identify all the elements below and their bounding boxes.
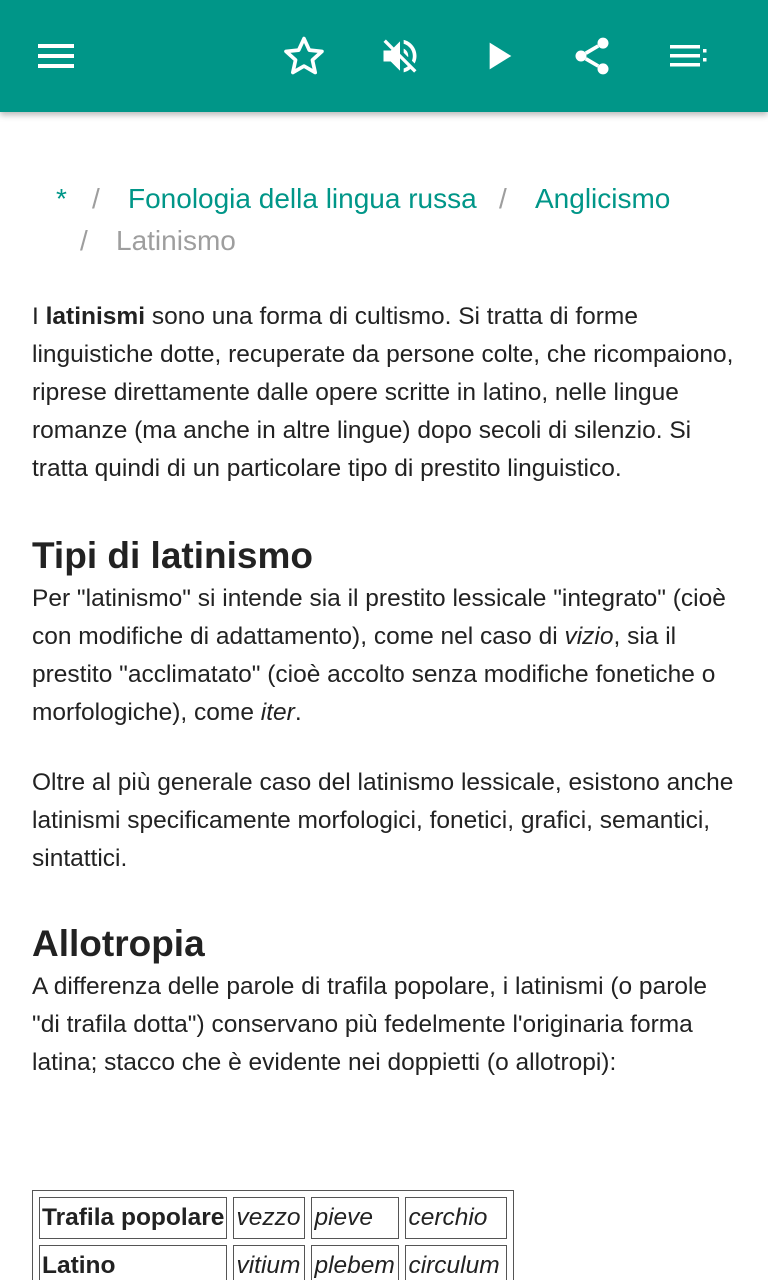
section-heading-allotropia: Allotropia [32,923,205,964]
playlist-icon [668,36,708,76]
allotropes-table [32,1190,514,1280]
section1-italic-iter: iter [260,699,295,726]
breadcrumb-separator: / [92,183,100,214]
content-area [0,112,768,1280]
mute-button[interactable] [360,16,440,96]
section1-text-a: Per "latinismo" si intende sia il prestito lessicale "integrato" (cioè con modifiche di adattamento), come nel caso di [32,585,726,650]
section1-paragraph-2: Oltre al più generale caso del latinismo lessicale, esistono anche latinismi specificamente morfologici, fonetici, grafici, semantici, sintattici. [32,769,734,872]
play-button[interactable] [458,16,538,96]
volume-off-icon [378,34,422,78]
intro-bold-term: latinismi [45,303,146,330]
intro-paragraph [32,298,736,488]
favorite-button[interactable] [264,16,344,96]
intro-prefix: I [32,303,46,330]
section2-paragraph-1: A differenza delle parole di trafila popolare, i latinismi (o parole "di trafila dotta") conservano più fedelmente l'originaria forma latina; stacco che è evidente nei doppietti (o allotropi): [32,973,708,1076]
breadcrumb-separator: / [80,225,88,256]
star-outline-icon [282,34,326,78]
table-row-header: Trafila popolare [39,1197,227,1239]
table-cell: pieve [311,1197,399,1239]
share-icon [570,34,614,78]
breadcrumb-separator: / [499,183,507,214]
breadcrumb-item-anglicismo[interactable]: Anglicismo [535,183,671,214]
table-row [39,1197,507,1239]
section1-italic-vizio: vizio [564,623,614,650]
share-button[interactable] [552,16,632,96]
breadcrumb-home-link[interactable]: * [56,183,67,214]
hamburger-menu-icon [36,36,76,76]
breadcrumb-item-fonologia[interactable]: Fonologia della lingua russa [128,183,477,214]
table-row [39,1245,507,1280]
table-cell: circulum [405,1245,507,1280]
menu-button[interactable] [16,16,96,96]
table-cell: vitium [233,1245,305,1280]
intro-text: sono una forma di cultismo. Si tratta di forme linguistiche dotte, recuperate da persone colte, che ricompaiono, riprese direttamente dalle opere scritte in latino, nelle lingue romanze (ma anche in altre lingue) dopo secoli di silenzio. Si tratta quindi di un particolare tipo di prestito linguistico. [32,303,734,482]
article-body [32,298,736,1082]
table-cell: plebem [311,1245,399,1280]
playlist-button[interactable] [648,16,728,96]
app-toolbar [0,0,768,112]
section1-paragraph-1 [32,580,736,732]
table-cell: cerchio [405,1197,507,1239]
section1-text-b: , sia il prestito "acclimatato" (cioè accolto senza modifiche fonetiche o morfologiche), come [32,623,716,726]
section-heading-tipi: Tipi di latinismo [32,535,313,576]
table-row-header: Latino [39,1245,227,1280]
table-cell: vezzo [233,1197,305,1239]
section1-text-c: . [294,699,302,726]
play-icon [478,36,518,76]
breadcrumb-current: Latinismo [116,225,236,256]
